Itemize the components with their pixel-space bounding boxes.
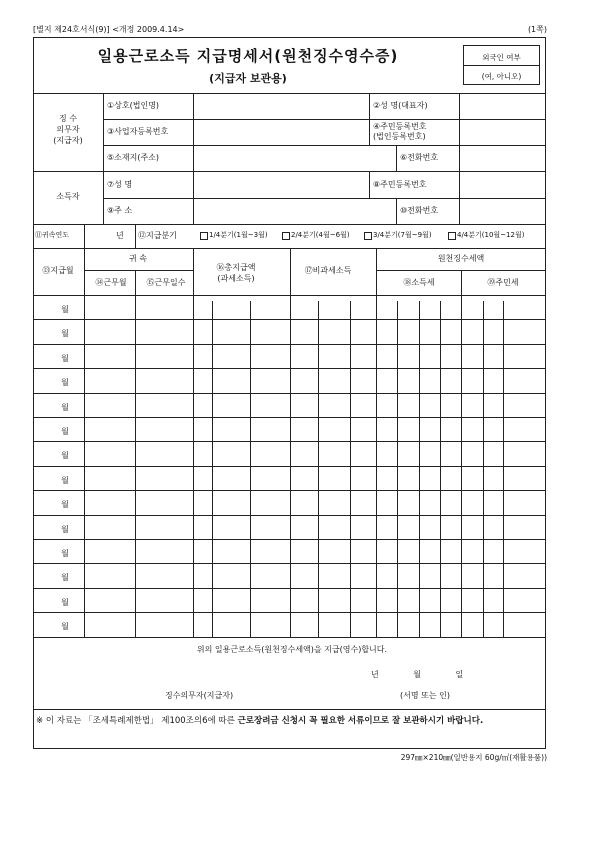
pay-month-cell: 월	[61, 622, 69, 632]
form-id: [별지 제24호서식(9)] <개정 2009.4.14>	[33, 25, 185, 34]
digit-separator	[250, 301, 251, 637]
earner-name-label: ⑦성 명	[107, 180, 133, 189]
pay-month-cell: 월	[61, 427, 69, 436]
pay-month-cell: 월	[61, 353, 69, 363]
earner-phone-label: ⑩전화번호	[400, 206, 439, 215]
digit-separator	[483, 301, 484, 637]
digit-separator	[397, 301, 398, 637]
pay-month-cell: 월	[61, 500, 69, 510]
table-row-line	[33, 344, 546, 345]
form-subtitle: (지급자 보관용)	[209, 72, 287, 85]
note-text: ※ 이 자료는 「조세특례제한법」 제100조의6에 따른 근로장려금 신청시 꼭 필요한 서류이므로 잘 보관하시기 바랍니다.	[36, 716, 484, 726]
signature-field[interactable]: (서명 또는 인)	[400, 691, 450, 700]
quarter-2-checkbox[interactable]	[282, 232, 290, 240]
pay-month-cell: 월	[61, 402, 69, 412]
registration-number-label: ④주민등록번호 (법인등록번호)	[373, 122, 427, 141]
foreign-status-box	[463, 45, 540, 85]
business-number-label: ③사업자등록번호	[107, 127, 169, 136]
resident-tax-header: ⑲주민세	[487, 278, 519, 287]
table-bottom-line	[33, 637, 546, 638]
quarter-label: ⑫지급분기	[138, 231, 177, 240]
earner-address-label: ⑨주 소	[107, 206, 133, 215]
income-tax-header: ⑱소득세	[403, 278, 435, 287]
work-days-header: ⑮근무일수	[146, 278, 186, 287]
total-pay-header: ⑯총지급액 (과세소득)	[216, 263, 256, 283]
digit-separator	[318, 301, 319, 637]
table-row-line	[33, 490, 546, 491]
table-column-line	[135, 270, 136, 637]
digit-separator	[350, 301, 351, 637]
pay-month-cell: 월	[61, 597, 69, 607]
foreign-label: 외국인 여부	[482, 53, 521, 62]
pay-month-cell: 월	[61, 475, 69, 485]
paper-spec: 297㎜×210㎜(일반용지 60g/㎡(재활용품))	[400, 753, 547, 762]
table-row-line	[33, 612, 546, 613]
address-label: ⑤소재지(주소)	[107, 153, 160, 162]
pay-month-cell: 월	[61, 524, 69, 534]
business-name-label: ①상호(법인명)	[107, 101, 160, 110]
year-unit: 년	[116, 231, 124, 240]
quarter-1-label: 1/4분기(1월~3월)	[209, 231, 268, 239]
year-label: ⑪귀속연도	[35, 231, 70, 239]
table-row-line	[33, 588, 546, 589]
pay-month-cell: 월	[61, 451, 69, 461]
page-number: (1쪽)	[527, 25, 547, 34]
quarter-3-checkbox[interactable]	[364, 232, 372, 240]
table-row-line	[33, 466, 546, 467]
quarter-2-label: 2/4분기(4월~6월)	[291, 231, 350, 239]
table-row-line	[33, 319, 546, 320]
quarter-4-label: 4/4분기(10월~12월)	[457, 231, 525, 239]
nontax-header: ⑰비과세소득	[304, 266, 352, 275]
table-column-line	[461, 270, 462, 637]
withholder-phone-label: ⑥전화번호	[400, 153, 439, 162]
payment-statement: 위의 일용근로소득(원천징수세액)을 지급(영수)합니다.	[196, 645, 388, 654]
date-field[interactable]: 년 월 일	[371, 670, 464, 679]
withheld-tax-header: 원천징수세액	[437, 254, 485, 263]
digit-separator	[440, 301, 441, 637]
table-row-line	[33, 539, 546, 540]
pay-month-cell: 월	[61, 573, 69, 583]
quarter-3-label: 3/4분기(7월~9월)	[373, 231, 432, 239]
earner-section-label: 소득자	[56, 192, 80, 201]
table-row-line	[33, 441, 546, 442]
work-month-header: ⑭근무월	[95, 278, 127, 287]
foreign-options[interactable]: (여, 아니오)	[481, 72, 522, 81]
pay-month-cell: 월	[61, 329, 69, 339]
pay-month-cell: 월	[61, 305, 69, 314]
table-row-line	[33, 515, 546, 516]
digit-separator	[503, 301, 504, 637]
digit-separator	[212, 301, 213, 637]
quarter-4-checkbox[interactable]	[448, 232, 456, 240]
pay-month-cell: 월	[61, 549, 69, 558]
table-row-line	[33, 393, 546, 394]
table-row-line	[33, 563, 546, 564]
belong-header: 귀 속	[129, 254, 147, 263]
earner-regno-label: ⑧주민등록번호	[373, 180, 427, 189]
table-row-line	[33, 368, 546, 369]
payer-label: 징수의무자(지급자)	[165, 691, 234, 700]
withholder-section-label: 징 수 의무자 (지급자)	[53, 114, 83, 145]
representative-label: ②성 명(대표자)	[373, 101, 428, 110]
digit-separator	[419, 301, 420, 637]
table-row-line	[33, 417, 546, 418]
quarter-1-checkbox[interactable]	[200, 232, 208, 240]
pay-month-header: ⑬지급월	[42, 266, 74, 275]
pay-month-cell: 월	[61, 378, 69, 388]
form-title: 일용근로소득 지급명세서(원천징수영수증)	[97, 47, 399, 65]
